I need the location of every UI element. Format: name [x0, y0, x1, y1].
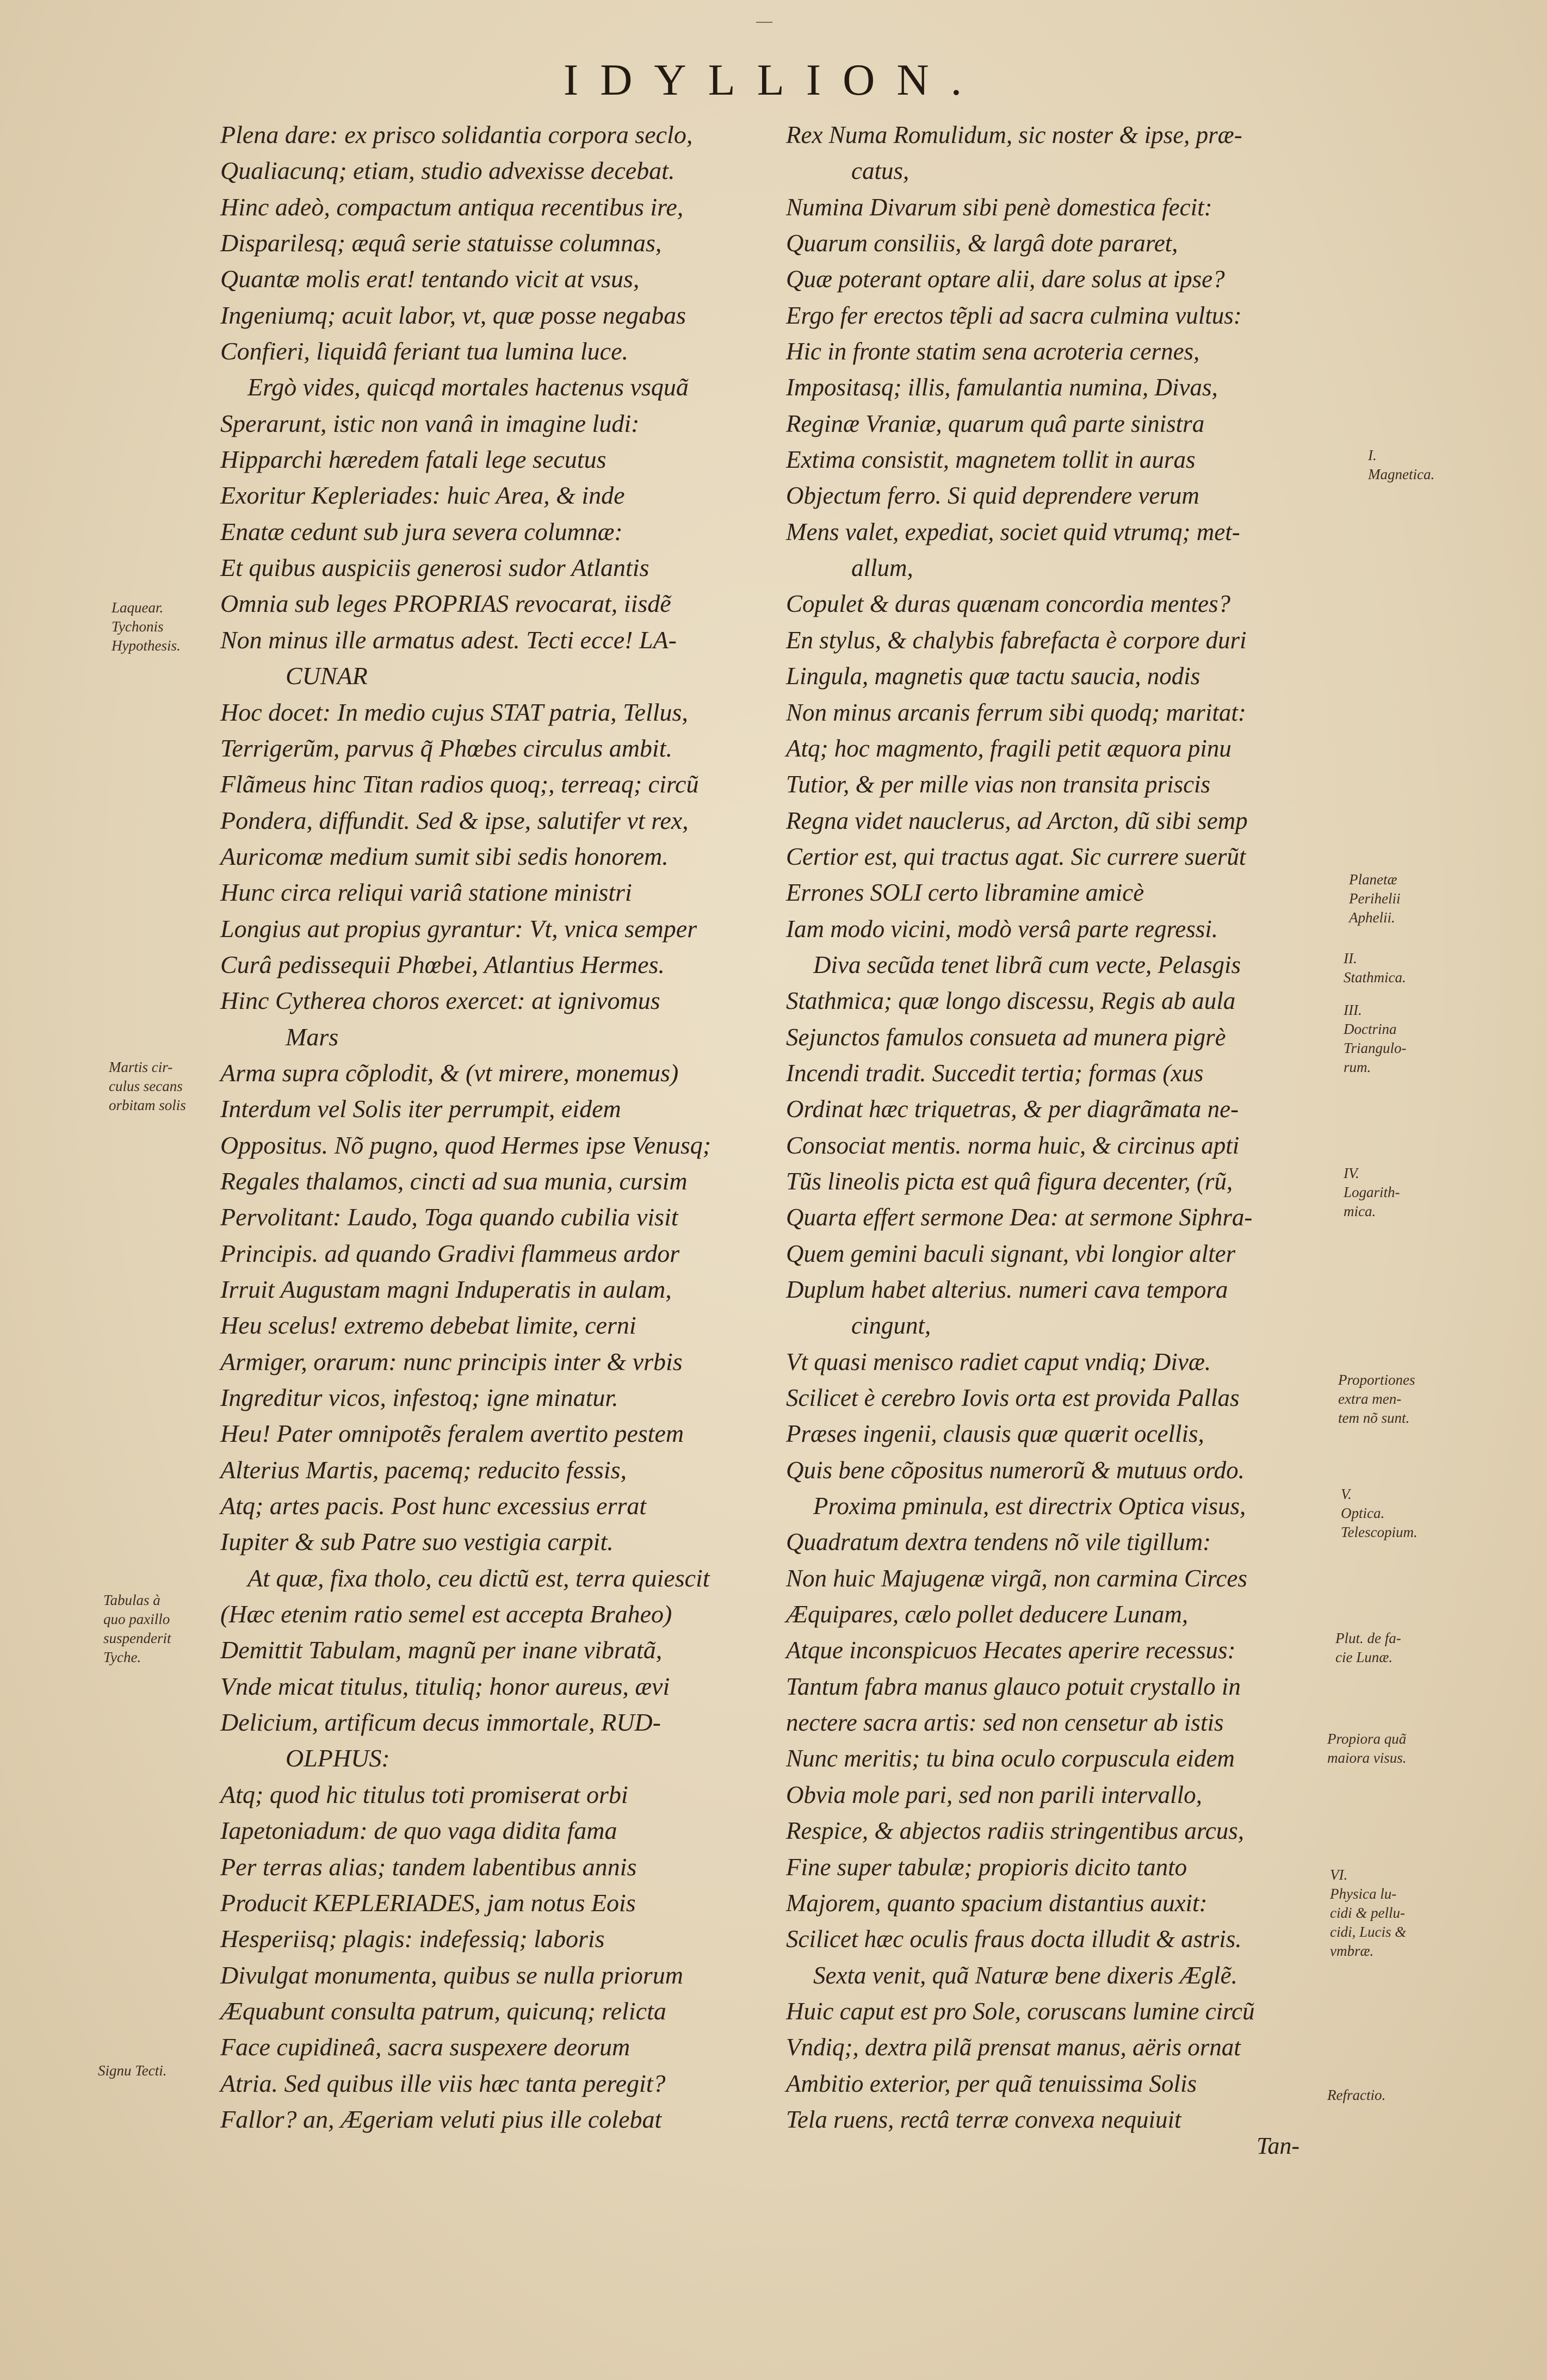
verse-line: Mens valet, expediat, societ quid vtrumq; met- — [786, 518, 1240, 546]
verse-line: Longius aut propius gyrantur: Vt, vnica semper — [220, 914, 697, 943]
margin-note-line: Refractio. — [1327, 2087, 1386, 2103]
verse-line: Lingula, magnetis quæ tactu saucia, nodis — [786, 662, 1201, 690]
verse-line: Mars — [286, 1022, 339, 1051]
margin-note-line: Propiora quã — [1327, 1731, 1407, 1747]
verse-line: Scilicet hæc oculis fraus docta illudit & astris. — [786, 1925, 1242, 1953]
verse-line: Divulgat monumenta, quibus se nulla priorum — [220, 1961, 683, 1989]
verse-line: Atque inconspicuos Hecates aperire recessus: — [786, 1637, 1236, 1664]
verse-line: Terrigerũm, parvus q̃ Phœbes circulus ambit. — [220, 734, 672, 762]
verse-line: Extima consistit, magnetem tollit in auras — [786, 446, 1196, 474]
margin-note-laquear — [112, 598, 181, 655]
verse-line: Arma supra cõplodit, & (vt mirere, monemus) — [220, 1058, 679, 1087]
margin-note-line: IV. — [1344, 1165, 1359, 1181]
verse-line: cingunt, — [851, 1312, 931, 1340]
verse-line: Quis bene cõpositus numerorũ & mutuus ordo. — [786, 1456, 1245, 1484]
verse-line: Per terras alias; tandem labentibus annis — [220, 1852, 637, 1881]
right-column — [786, 117, 1255, 2137]
margin-note-line: Triangulo- — [1344, 1040, 1407, 1056]
verse-line: Tantum fabra manus glauco potuit crystallo in — [786, 1672, 1241, 1700]
verse-line: Respice, & abjectos radiis stringentibus arcus, — [786, 1817, 1245, 1845]
verse-line: Scilicet è cerebro Iovis orta est provida Pallas — [786, 1384, 1240, 1412]
verse-line: Auricomæ medium sumit sibi sedis honorem. — [220, 842, 669, 870]
verse-line: Duplum habet alterius. numeri cava tempora — [786, 1276, 1228, 1303]
verse-line: Pervolitant: Laudo, Toga quando cubilia visit — [220, 1203, 678, 1231]
verse-line: Irruit Augustam magni Induperatis in aulam, — [220, 1275, 672, 1303]
margin-note-line: culus secans — [109, 1078, 183, 1094]
margin-note-line: Doctrina — [1344, 1021, 1397, 1037]
verse-line: Majorem, quanto spacium distantius auxit: — [786, 1889, 1208, 1917]
margin-note-line: Logarith- — [1344, 1184, 1400, 1200]
verse-line: Ergò vides, quicqd mortales hactenus vsquã — [247, 373, 689, 401]
verse-line: Æquipares, cælo pollet deducere Lunam, — [786, 1601, 1189, 1628]
verse-line: Hesperiisq; plagis: indefessiq; laboris — [220, 1925, 605, 1953]
margin-note-line: cie Lunæ. — [1335, 1649, 1393, 1665]
page-header: IDYLLION. — [563, 55, 984, 104]
verse-line: Alterius Martis, pacemq; reducito fessis, — [220, 1455, 627, 1484]
verse-line: Iapetoniadum: de quo vaga didita fama — [220, 1817, 617, 1845]
verse-line: Non minus arcanis ferrum sibi quodq; maritat: — [786, 698, 1246, 726]
verse-line: Quadratum dextra tendens nõ vile tigillum: — [786, 1528, 1211, 1556]
verse-line: Ambitio exterior, per quã tenuissima Solis — [786, 2069, 1197, 2097]
verse-line: Iupiter & sub Patre suo vestigia carpit. — [220, 1528, 614, 1556]
verse-line: Quem gemini baculi signant, vbi longior alter — [786, 1239, 1236, 1267]
margin-note-tabulas — [103, 1591, 171, 1667]
verse-line: Stathmica; quæ longo discessu, Regis ab aula — [786, 987, 1236, 1015]
margin-note-line: VI. — [1330, 1867, 1348, 1883]
verse-line: Confieri, liquidâ feriant tua lumina luce. — [220, 337, 629, 365]
verse-line: Sexta venit, quã Naturæ bene dixeris Æglẽ. — [813, 1961, 1237, 1989]
verse-line: OLPHUS: — [286, 1744, 390, 1772]
verse-line: Æquabunt consulta patrum, quicunq; relicta — [220, 1997, 666, 2025]
verse-line: Producit KEPLERIADES, jam notus Eois — [220, 1888, 636, 1917]
margin-note-refractio — [1327, 2086, 1385, 2105]
verse-line: At quæ, fixa tholo, ceu dictũ est, terra quiescit — [247, 1564, 710, 1592]
verse-line: Hic in fronte statim sena acroteria cernes, — [786, 338, 1200, 365]
verse-line: Hunc circa reliqui variâ statione ministri — [220, 878, 632, 907]
margin-note-planetae — [1349, 870, 1400, 927]
verse-line: En stylus, & chalybis fabrefacta è corpore duri — [786, 626, 1247, 654]
margin-note-line: cidi, Lucis & — [1330, 1924, 1407, 1940]
verse-line: Ingeniumq; acuit labor, vt, quæ posse negabas — [220, 301, 686, 329]
verse-line: Atq; hoc magmento, fragili petit æquora pinu — [786, 734, 1232, 762]
verse-line: Consociat mentis. norma huic, & circinus apti — [786, 1131, 1240, 1159]
verse-line: Omnia sub leges PROPRIAS revocarat, iisdẽ — [220, 590, 671, 618]
verse-line: nectere sacra artis: sed non censetur ab istis — [786, 1709, 1224, 1737]
margin-note-line: suspenderit — [103, 1630, 171, 1646]
margin-note-line: Proportiones — [1338, 1372, 1415, 1388]
verse-line: Numina Divarum sibi penè domestica fecit: — [786, 193, 1212, 221]
verse-line: Impositasq; illis, famulantia numina, Divas, — [786, 374, 1218, 401]
verse-line: Fine super tabulæ; propioris dicito tanto — [786, 1853, 1187, 1881]
verse-line: Reginæ Vraniæ, quarum quâ parte sinistra — [786, 410, 1205, 437]
verse-line: Atq; quod hic titulus toti promiserat orbi — [220, 1780, 628, 1808]
margin-note-line: orbitam solis — [109, 1097, 186, 1113]
margin-note-line: Aphelii. — [1349, 909, 1395, 926]
verse-line: Heu! Pater omnipotẽs feralem avertito pestem — [220, 1420, 684, 1448]
margin-note-line: II. — [1344, 950, 1357, 966]
margin-note-line: vmbræ. — [1330, 1943, 1374, 1959]
verse-line: Enatæ cedunt sub jura severa columnæ: — [220, 517, 623, 546]
verse-line: Delicium, artificum decus immortale, RUD- — [220, 1708, 661, 1737]
verse-line: Quantæ molis erat! tentando vicit at vsus, — [220, 265, 640, 293]
verse-line: Hoc docet: In medio cujus STAT patria, Tellus, — [220, 698, 688, 726]
verse-line: Et quibus auspiciis generosi sudor Atlantis — [220, 554, 649, 582]
verse-line: Tutior, & per mille vias non transita priscis — [786, 771, 1211, 798]
verse-line: Errones SOLI certo libramine amicè — [786, 879, 1144, 907]
verse-line: Flãmeus hinc Titan radios quoq;, terreaq; circũ — [220, 770, 699, 798]
margin-note-line: tem nõ sunt. — [1338, 1410, 1410, 1426]
verse-line: Sejunctos famulos consueta ad munera pigrè — [786, 1023, 1226, 1051]
margin-note-line: Stathmica. — [1344, 969, 1406, 986]
verse-line: Diva secũda tenet librã cum vecte, Pelasgis — [813, 951, 1241, 978]
margin-note-line: Laquear. — [112, 599, 164, 616]
margin-note-plutarch — [1335, 1629, 1401, 1667]
margin-note-line: Optica. — [1341, 1505, 1385, 1521]
margin-note-triangulorum — [1344, 1001, 1407, 1077]
verse-line: Incendi tradit. Succedit tertia; formas (xus — [786, 1059, 1204, 1087]
margin-note-proportiones — [1338, 1371, 1415, 1428]
verse-line: Quæ poterant optare alii, dare solus at ipse? — [786, 265, 1225, 293]
margin-note-line: Plut. de fa- — [1335, 1630, 1401, 1646]
margin-note-line: Magnetica. — [1368, 466, 1435, 482]
margin-note-optica — [1341, 1485, 1418, 1542]
margin-note-line: Signu Tecti. — [98, 2062, 167, 2079]
margin-note-line: Perihelii — [1349, 890, 1401, 907]
verse-line: Demittit Tabulam, magnũ per inane vibratã, — [220, 1636, 663, 1664]
verse-line: Armiger, orarum: nunc principis inter & vrbis — [220, 1347, 683, 1375]
verse-line: Interdum vel Solis iter perrumpit, eidem — [220, 1095, 621, 1123]
verse-line: Sperarunt, istic non vanâ in imagine ludi: — [220, 409, 640, 437]
margin-note-logarithmica — [1344, 1164, 1400, 1221]
margin-note-line: maiora visus. — [1327, 1750, 1407, 1766]
margin-note-signu — [98, 2061, 167, 2080]
verse-line: Principis. ad quando Gradivi flammeus ardor — [220, 1239, 680, 1267]
verse-line: Pondera, diffundit. Sed & ipse, salutifer vt rex, — [220, 806, 689, 834]
margin-note-line: I. — [1368, 447, 1377, 463]
margin-note-line: Hypothesis. — [112, 637, 181, 654]
verse-line: Fallor? an, Ægeriam veluti pius ille colebat — [220, 2105, 662, 2133]
margin-note-martis — [109, 1058, 186, 1115]
verse-line: Certior est, qui tractus agat. Sic currere suerũt — [786, 842, 1246, 870]
verse-line: Ingreditur vicos, infestoq; igne minatur. — [220, 1384, 618, 1412]
verse-line: Exoritur Kepleriades: huic Area, & inde — [220, 481, 625, 510]
verse-line: Hinc adeò, compactum antiqua recentibus ire, — [220, 193, 684, 221]
verse-line: Qualiacunq; etiam, studio advexisse decebat. — [220, 157, 675, 185]
margin-note-line: extra men- — [1338, 1391, 1402, 1407]
margin-note-line: mica. — [1344, 1203, 1376, 1219]
verse-line: Iam modo vicini, modò versâ parte regressi. — [786, 915, 1218, 943]
verse-line: Curâ pedissequii Phœbei, Atlantius Hermes. — [220, 950, 665, 978]
verse-line: Obvia mole pari, sed non parili intervallo, — [786, 1781, 1202, 1808]
verse-line: Face cupidineâ, sacra suspexere deorum — [220, 2033, 630, 2061]
verse-line: Quarum consiliis, & largâ dote pararet, — [786, 230, 1178, 257]
verse-line: Præses ingenii, clausis quæ quærit ocellis, — [786, 1420, 1204, 1448]
verse-line: Non minus ille armatus adest. Tecti ecce! LA- — [220, 625, 677, 654]
left-column — [220, 117, 711, 2137]
verse-line: Disparilesq; æquâ serie statuisse columnas, — [220, 229, 662, 257]
margin-note-physica — [1330, 1865, 1406, 1961]
verse-line: Oppositus. Nõ pugno, quod Hermes ipse Venusq; — [220, 1131, 711, 1159]
verse-line: allum, — [851, 554, 913, 582]
verse-line: Ergo fer erectos tẽpli ad sacra culmina vultus: — [786, 301, 1242, 329]
verse-line: Heu scelus! extremo debebat limite, cerni — [220, 1311, 636, 1340]
verse-line: Regna videt nauclerus, ad Arcton, dũ sibi semp — [786, 807, 1248, 834]
verse-line: Rex Numa Romulidum, sic noster & ipse, præ- — [786, 121, 1242, 148]
margin-note-line: cidi & pellu- — [1330, 1905, 1405, 1921]
verse-line: Vt quasi menisco radiet caput vndiq; Divæ. — [786, 1348, 1211, 1375]
margin-note-line: Tabulas à — [103, 1592, 160, 1608]
margin-note-line: III. — [1344, 1002, 1362, 1018]
verse-line: Regales thalamos, cincti ad sua munia, cursim — [220, 1167, 688, 1195]
verse-line: Non huic Majugenæ virgã, non carmina Circes — [786, 1564, 1247, 1592]
verse-line: Huic caput est pro Sole, coruscans lumine circũ — [786, 1997, 1255, 2025]
verse-line: Tũs lineolis picta est quâ figura decenter, (rũ, — [786, 1167, 1233, 1195]
margin-note-line: Tyche. — [103, 1649, 141, 1665]
verse-line: Vndiq;, dextra pilã prensat manus, aëris ornat — [786, 2034, 1241, 2061]
verse-line: Ordinat hæc triquetras, & per diagrãmata ne- — [786, 1095, 1239, 1123]
verse-line: Vnde micat titulus, tituliq; honor aureus, ævi — [220, 1672, 670, 1700]
verse-line: (Hæc etenim ratio semel est accepta Braheo) — [220, 1600, 672, 1628]
verse-line: Atq; artes pacis. Post hunc excessius errat — [220, 1492, 647, 1520]
margin-note-line: Planetæ — [1349, 871, 1397, 888]
top-mark — [756, 22, 772, 23]
margin-note-line: quo paxillo — [103, 1611, 170, 1627]
margin-note-line: rum. — [1344, 1059, 1371, 1075]
margin-note-line: Physica lu- — [1330, 1886, 1397, 1902]
verse-line: Nunc meritis; tu bina oculo corpuscula eidem — [786, 1745, 1235, 1772]
verse-line: Hipparchi hæredem fatali lege secutus — [220, 445, 607, 474]
margin-note-stathmica — [1344, 949, 1406, 987]
verse-line: Quarta effert sermone Dea: at sermone Siphra- — [786, 1204, 1253, 1231]
margin-note-line: V. — [1341, 1486, 1352, 1502]
verse-line: Plena dare: ex prisco solidantia corpora seclo, — [220, 121, 693, 148]
verse-line: Atria. Sed quibus ille viis hæc tanta peregit? — [220, 2069, 666, 2097]
verse-line: Proxima pminula, est directrix Optica visus, — [813, 1492, 1246, 1520]
verse-line: Objectum ferro. Si quid deprendere verum — [786, 482, 1199, 510]
margin-note-magnetica — [1368, 446, 1434, 484]
margin-note-line: Martis cir- — [109, 1059, 173, 1075]
margin-note-line: Tychonis — [112, 618, 164, 635]
margin-note-line: Telescopium. — [1341, 1524, 1418, 1540]
verse-line: CUNAR — [286, 662, 368, 690]
verse-line: Tela ruens, rectâ terræ convexa nequiuit — [786, 2105, 1181, 2133]
verse-line: catus, — [851, 157, 909, 185]
margin-note-propiora — [1327, 1730, 1407, 1768]
verse-line: Copulet & duras quænam concordia mentes? — [786, 590, 1231, 618]
catchword: Tan- — [1257, 2133, 1300, 2159]
verse-line: Hinc Cytherea choros exercet: at ignivomus — [220, 987, 660, 1015]
